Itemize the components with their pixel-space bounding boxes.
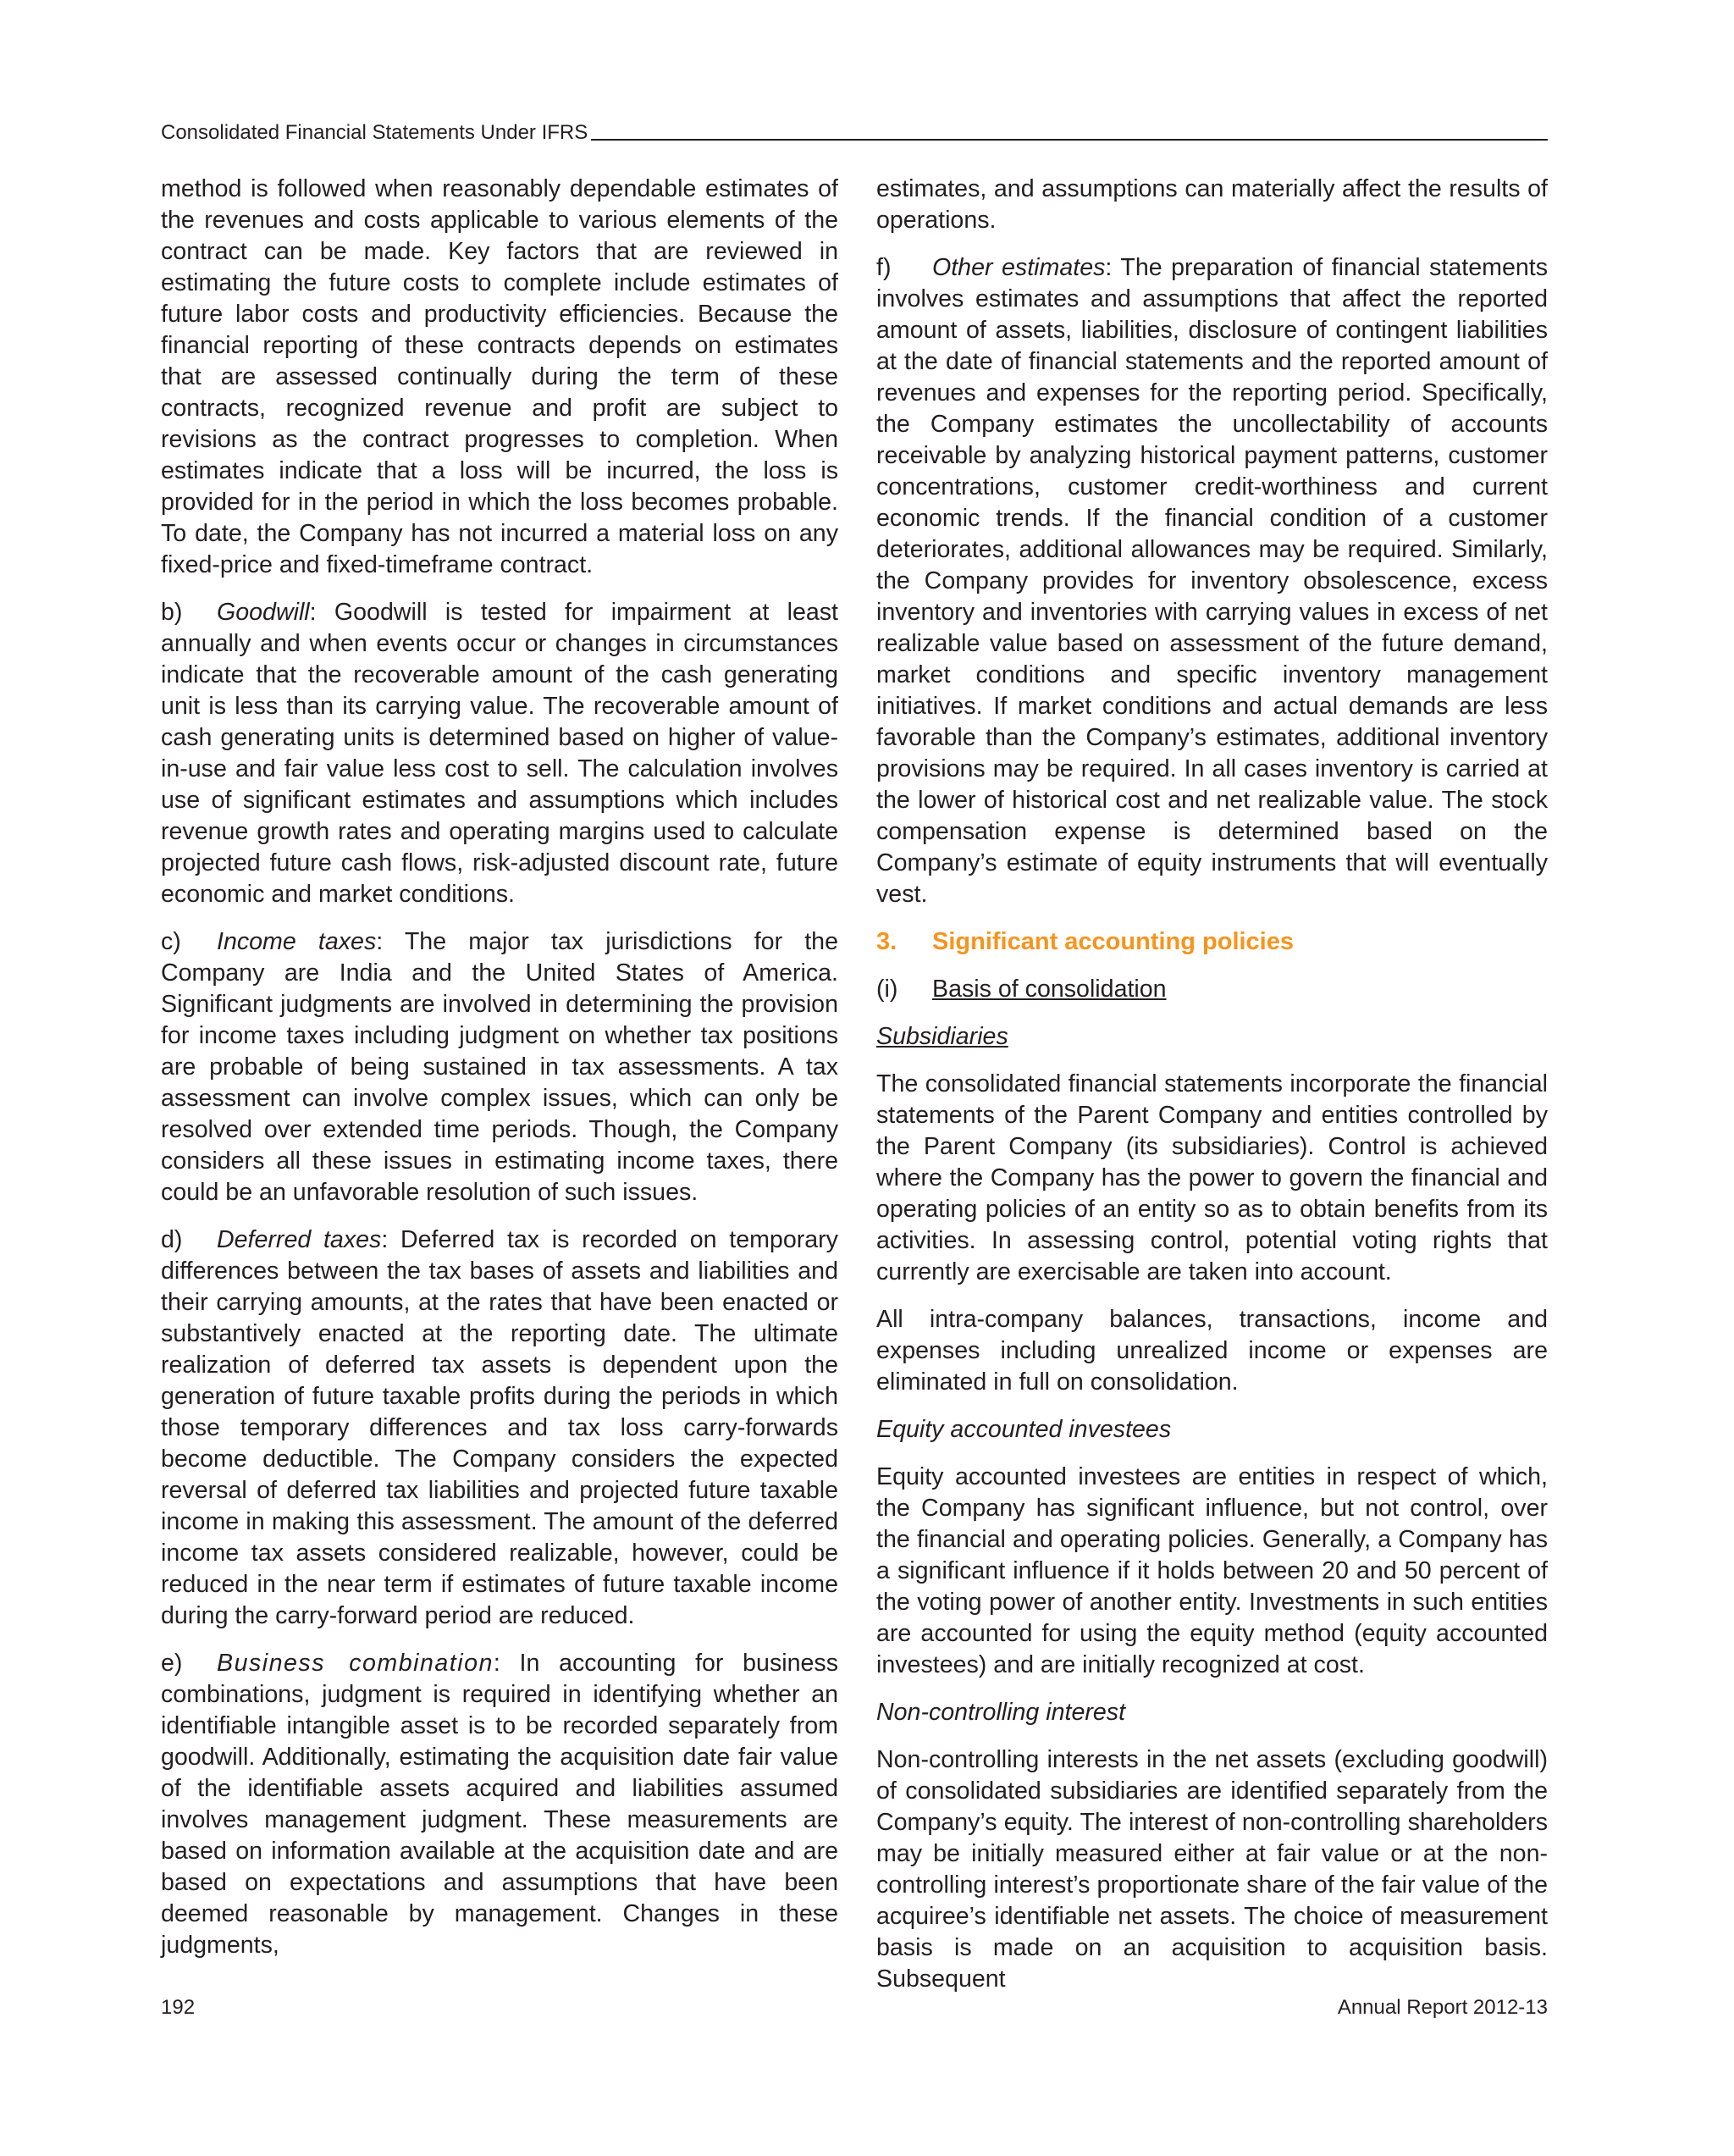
item-text: : The preparation of financial statements involves estimates and assumptions that affect the reported amount of assets, liabilities, disclosure of contingent liabilities at the date of financial statements and the reported amount of revenues and expenses for the reporting period. Specifically, the Company estimates the uncollectability of accounts receivable by analyzing historical payment patterns, customer concentrations, customer credit-worthiness and current economic trends. If the financial condition of a customer deteriorates, additional allowances may be required. Similarly, the Company provides for inventory obsolescence, excess inventory and inventories with carrying values in excess of net realizable value based on assessment of the future demand, market conditions and specific inventory management initiatives. If market conditions and actual demands are less favorable than the Company’s estimates, additional inventory provisions may be required. In all cases inventory is carried at the lower of historical cost and net realizable value. The stock compensation expense is determined based on the Company’s estimate of equity instruments that will eventually vest.: [876, 254, 1548, 908]
item-term: Business combination: [217, 1650, 494, 1677]
item-goodwill: [161, 597, 838, 910]
left-column: [161, 174, 838, 1977]
item-label: b): [161, 599, 183, 626]
header-rule: [591, 139, 1548, 141]
right-column: [876, 174, 1548, 2011]
item-term: Deferred taxes: [217, 1226, 382, 1253]
continuation-paragraph: estimates, and assumptions can materially affect the results of operations.: [876, 175, 1548, 234]
item-business-combination: [161, 1648, 838, 1961]
equity-paragraph: Equity accounted investees are entities in respect of which, the Company has significant influence, but not control, over the financial and operating policies. Generally, a Company has a significant influence if it holds between 20 and 50 percent of the voting power of another entity. Investments in such entities are accounted for using the equity method (equity accounted investees) and are initially recognized at cost.: [876, 1463, 1548, 1678]
equity-heading: Equity accounted investees: [876, 1416, 1172, 1443]
item-term: Goodwill: [217, 599, 310, 626]
header-title: Consolidated Financial Statements Under IFRS: [161, 121, 588, 144]
subsidiaries-paragraph-1: The consolidated financial statements incorporate the financial statements of the Parent Company and entities controlled by the Parent Company (its subsidiaries). Control is achieved where the Company has the power to govern the financial and operating policies of an entity so as to obtain benefits from its activities. In assessing control, potential voting rights that currently are exercisable are taken into account.: [876, 1070, 1548, 1285]
item-term: Income taxes: [217, 928, 377, 955]
item-text: : The major tax jurisdictions for the Company are India and the United States of America. Significant judgments are involved in determining the provision for income taxes including judgment on whether tax positions are probable of being sustained in tax assessments. A tax assessment can involve complex issues, which can only be resolved over extended time periods. Though, the Company considers all these issues in estimating income taxes, there could be an unfavorable resolution of such issues.: [161, 928, 838, 1206]
subsection-number: (i): [876, 976, 898, 1003]
subsidiaries-heading: [876, 1021, 1548, 1053]
item-text: : In accounting for business combinations, judgment is required in identifying whether an identifiable intangible asset is to be recorded separately from goodwill. Additionally, estimating the acquisition date fair value of the identifiable assets acquired and liabilities assumed involves management judgment. These measurements are based on information available at the acquisition date and are based on expectations and assumptions that have been deemed reasonable by management. Changes in these judgments,: [161, 1650, 838, 1959]
subsection-title: Basis of consolidation: [932, 976, 1167, 1003]
item-text: : Goodwill is tested for impairment at least annually and when events occur or changes in circumstances indicate that the recoverable amount of the cash generating unit is less than its carrying value. The recoverable amount of cash generating units is determined based on higher of value-in-use and fair value less cost to sell. The calculation involves use of significant estimates and assumptions which includes revenue growth rates and operating margins used to calculate projected future cash flows, risk-adjusted discount rate, future economic and market conditions.: [161, 599, 838, 908]
subsidiaries-heading-text: Subsidiaries: [876, 1023, 1008, 1050]
item-text: : Deferred tax is recorded on temporary differences between the tax bases of assets and liabilities and their carrying amounts, at the rates that have been enacted or substantively enacted at the reporting date. The ultimate realization of deferred tax assets is dependent upon the generation of future taxable profits during the periods in which those temporary differences and tax loss carry-forwards become deductible. The Company considers the expected reversal of deferred tax liabilities and projected future taxable income in making this assessment. The amount of the deferred income tax assets considered realizable, however, could be reduced in the near term if estimates of future taxable income during the carry-forward period are reduced.: [161, 1226, 838, 1629]
subsidiaries-paragraph-2: All intra-company balances, transactions, income and expenses including unrealized income or expenses are eliminated in full on consolidation.: [876, 1306, 1548, 1396]
report-name: Annual Report 2012-13: [1337, 1996, 1548, 2019]
item-other-estimates: [876, 252, 1548, 910]
section-title: Significant accounting policies: [932, 928, 1294, 955]
item-label: f): [876, 254, 892, 281]
item-label: e): [161, 1650, 183, 1677]
subsection-heading: [876, 974, 1548, 1005]
page-number: 192: [161, 1996, 196, 2019]
running-header: [161, 120, 1548, 146]
item-label: c): [161, 928, 181, 955]
nci-heading: Non-controlling interest: [876, 1699, 1126, 1726]
item-label: d): [161, 1226, 183, 1253]
intro-paragraph: method is followed when reasonably dependable estimates of the revenues and costs applicable to various elements of the contract can be made. Key factors that are reviewed in estimating the future costs to complete include estimates of future labor costs and productivity efficiencies. Because the financial reporting of these contracts depends on estimates that are assessed continually during the term of these contracts, recognized revenue and profit are subject to revisions as the contract progresses to completion. When estimates indicate that a loss will be incurred, the loss is provided for in the period in which the loss becomes probable. To date, the Company has not incurred a material loss on any fixed-price and fixed-timeframe contract.: [161, 175, 838, 578]
section-heading: [876, 926, 1548, 958]
item-deferred-taxes: [161, 1224, 838, 1632]
item-term: Other estimates: [932, 254, 1106, 281]
item-income-taxes: [161, 926, 838, 1208]
nci-paragraph: Non-controlling interests in the net assets (excluding goodwill) of consolidated subsidiaries are identified separately from the Company’s equity. The interest of non-controlling shareholders may be initially measured either at fair value or at the non-controlling interest’s proportionate share of the fair value of the acquiree’s identifiable net assets. The choice of measurement basis is made on an acquisition to acquisition basis. Subsequent: [876, 1746, 1548, 1993]
section-number: 3.: [876, 928, 897, 955]
